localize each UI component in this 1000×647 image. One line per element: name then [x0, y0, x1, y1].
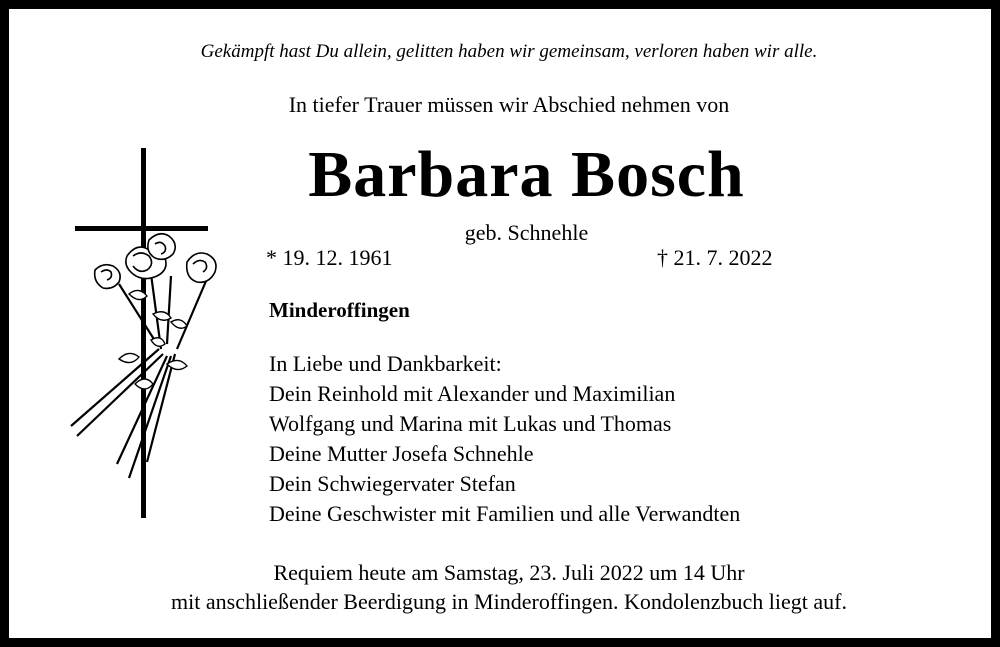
- death-date: † 21. 7. 2022: [657, 245, 773, 270]
- intro-text: In tiefer Trauer müssen wir Abschied nehmen von: [288, 92, 730, 117]
- requiem-line: Requiem heute am Samstag, 23. Juli 2022 um 14 Uhr: [273, 560, 745, 585]
- mourner-line: Deine Geschwister mit Familien und alle Verwandten: [269, 501, 741, 526]
- mourner-line: In Liebe und Dankbarkeit:: [269, 351, 502, 376]
- requiem-info: [9, 558, 1000, 616]
- maiden-name: geb. Schnehle: [464, 220, 589, 245]
- mourners-list: [269, 349, 740, 529]
- hometown: Minderoffingen: [269, 298, 410, 322]
- mourner-line: Deine Mutter Josefa Schnehle: [269, 441, 534, 466]
- motto: Gekämpft hast Du allein, gelitten haben wir gemeinsam, verloren haben wir alle.: [200, 41, 818, 62]
- mourner-line: Wolfgang und Marina mit Lukas und Thomas: [269, 411, 672, 436]
- burial-line: mit anschließender Beerdigung in Minderoffingen. Kondolenzbuch liegt auf.: [171, 589, 847, 614]
- mourner-line: Dein Schwiegervater Stefan: [269, 471, 516, 496]
- mourner-line: Dein Reinhold mit Alexander und Maximilian: [269, 381, 676, 406]
- deceased-name: Barbara Bosch: [308, 138, 745, 211]
- birth-date: * 19. 12. 1961: [266, 245, 393, 270]
